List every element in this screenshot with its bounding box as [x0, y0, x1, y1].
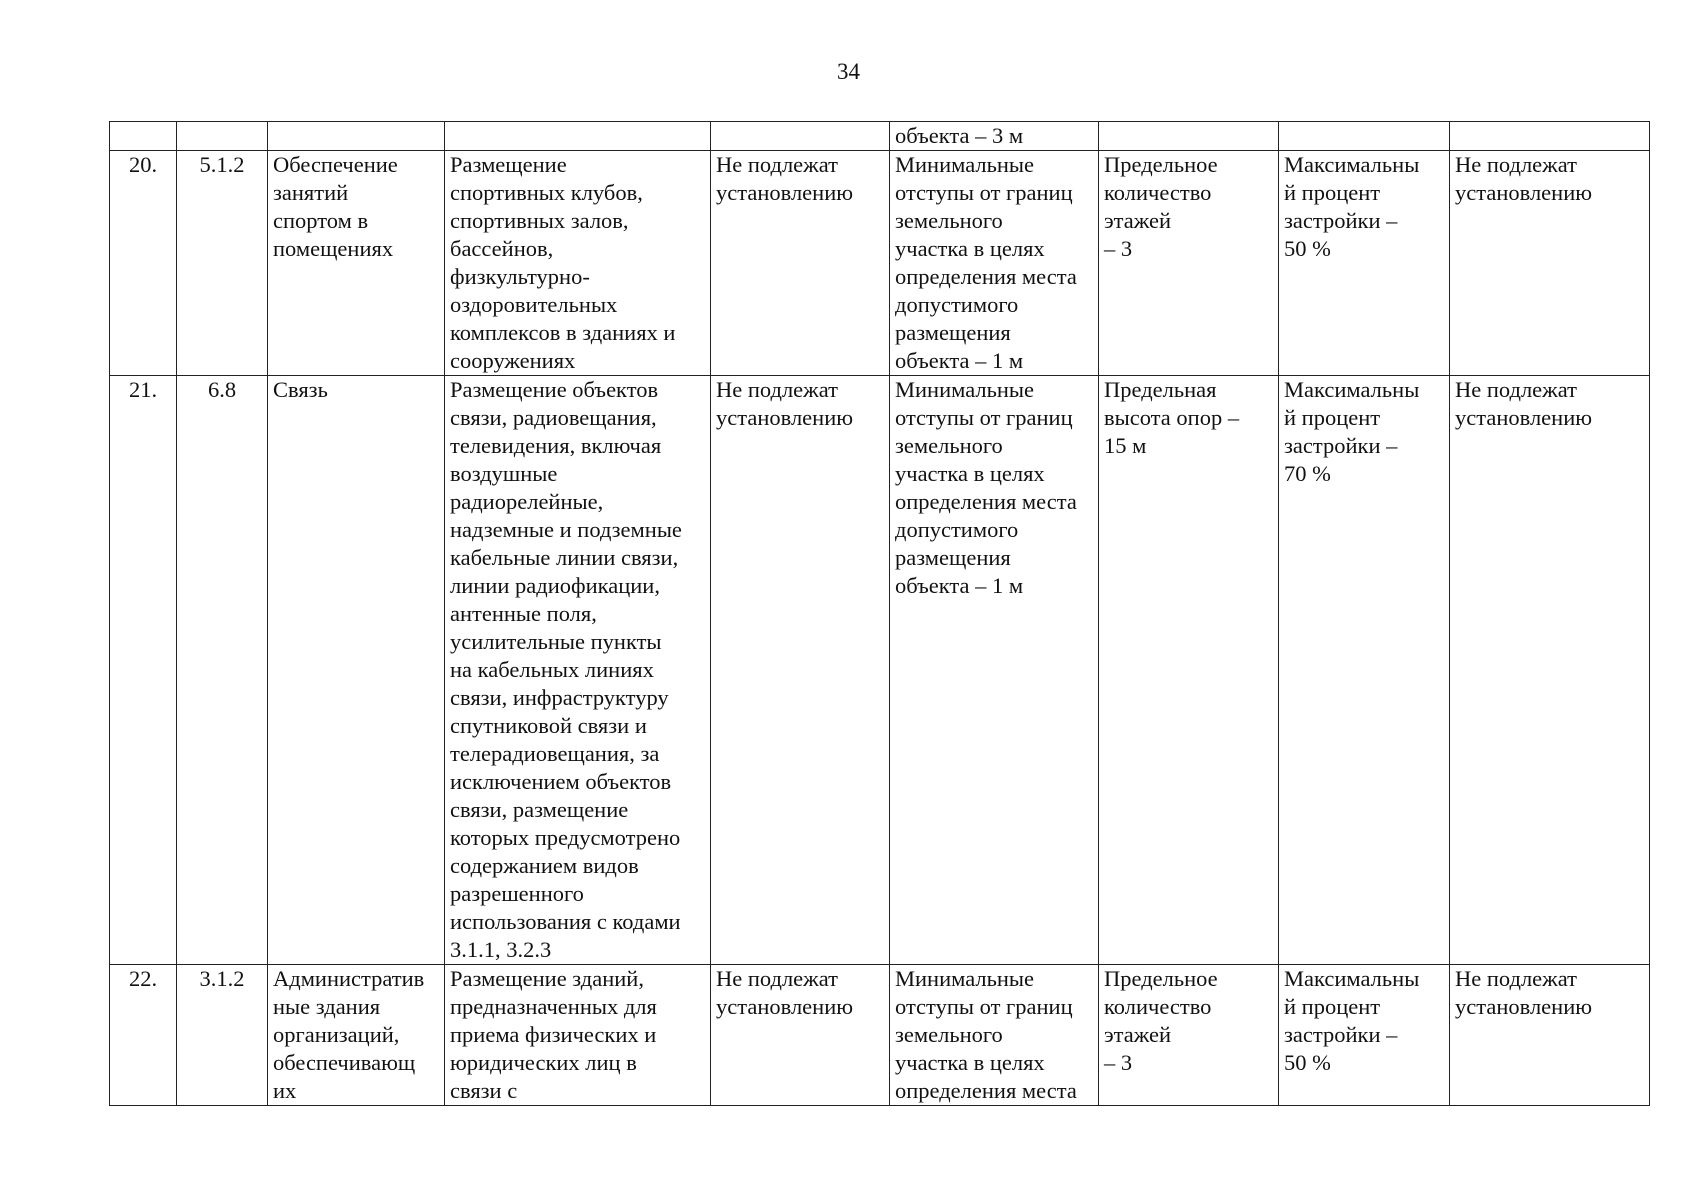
table-row	[110, 151, 1650, 376]
coverage-cell: Максимальны й процент застройки – 50 %	[1279, 151, 1450, 376]
row-number-cell: 22.	[110, 965, 177, 1106]
code-cell	[177, 122, 268, 151]
height-limit-cell	[1099, 122, 1279, 151]
height-limit-cell: Предельное количество этажей – 3	[1099, 151, 1279, 376]
setback-cell: Минимальные отступы от границ земельного участка в целях определения места	[890, 965, 1099, 1106]
coverage-cell: Максимальны й процент застройки – 50 %	[1279, 965, 1450, 1106]
parameter-cell: Не подлежат установлению	[711, 151, 890, 376]
row-number-cell	[110, 122, 177, 151]
page-number: 34	[837, 59, 860, 84]
coverage-cell: Максимальны й процент застройки – 70 %	[1279, 376, 1450, 965]
restriction-cell	[1450, 122, 1650, 151]
row-number-cell: 21.	[110, 376, 177, 965]
row-number-cell: 20.	[110, 151, 177, 376]
description-cell: Размещение зданий, предназначенных для приема физических и юридических лиц в связи с	[445, 965, 711, 1106]
code-cell: 5.1.2	[177, 151, 268, 376]
code-cell: 6.8	[177, 376, 268, 965]
name-cell: Административ ные здания организаций, обеспечивающ их	[268, 965, 445, 1106]
description-cell	[445, 122, 711, 151]
height-limit-cell: Предельное количество этажей – 3	[1099, 965, 1279, 1106]
name-cell: Связь	[268, 376, 445, 965]
description-cell: Размещение объектов связи, радиовещания, телевидения, включая воздушные радиорелейные, надземные и подземные кабельные линии связи, линии радиофикации, антенные поля, усилительные пункты на кабельных линиях связи, инфраструктуру спутниковой связи и телерадиовещания, за исключением объектов связи, размещение которых предусмотрено содержанием видов разрешенного использования с кодами 3.1.1, 3.2.3	[445, 376, 711, 965]
restriction-cell: Не подлежат установлению	[1450, 965, 1650, 1106]
parameter-cell	[711, 122, 890, 151]
parameter-cell: Не подлежат установлению	[711, 376, 890, 965]
table-row	[110, 122, 1650, 151]
height-limit-cell: Предельная высота опор – 15 м	[1099, 376, 1279, 965]
coverage-cell	[1279, 122, 1450, 151]
setback-cell: Минимальные отступы от границ земельного участка в целях определения места допустимого размещения объекта – 1 м	[890, 376, 1099, 965]
code-cell: 3.1.2	[177, 965, 268, 1106]
setback-cell: Минимальные отступы от границ земельного участка в целях определения места допустимого размещения объекта – 1 м	[890, 151, 1099, 376]
name-cell: Обеспечение занятий спортом в помещениях	[268, 151, 445, 376]
land-use-table	[109, 121, 1650, 1106]
table-row	[110, 376, 1650, 965]
restriction-cell: Не подлежат установлению	[1450, 376, 1650, 965]
name-cell	[268, 122, 445, 151]
setback-cell: объекта – 3 м	[890, 122, 1099, 151]
description-cell: Размещение спортивных клубов, спортивных залов, бассейнов, физкультурно- оздоровительных комплексов в зданиях и сооружениях	[445, 151, 711, 376]
restriction-cell: Не подлежат установлению	[1450, 151, 1650, 376]
parameter-cell: Не подлежат установлению	[711, 965, 890, 1106]
table-row	[110, 965, 1650, 1106]
